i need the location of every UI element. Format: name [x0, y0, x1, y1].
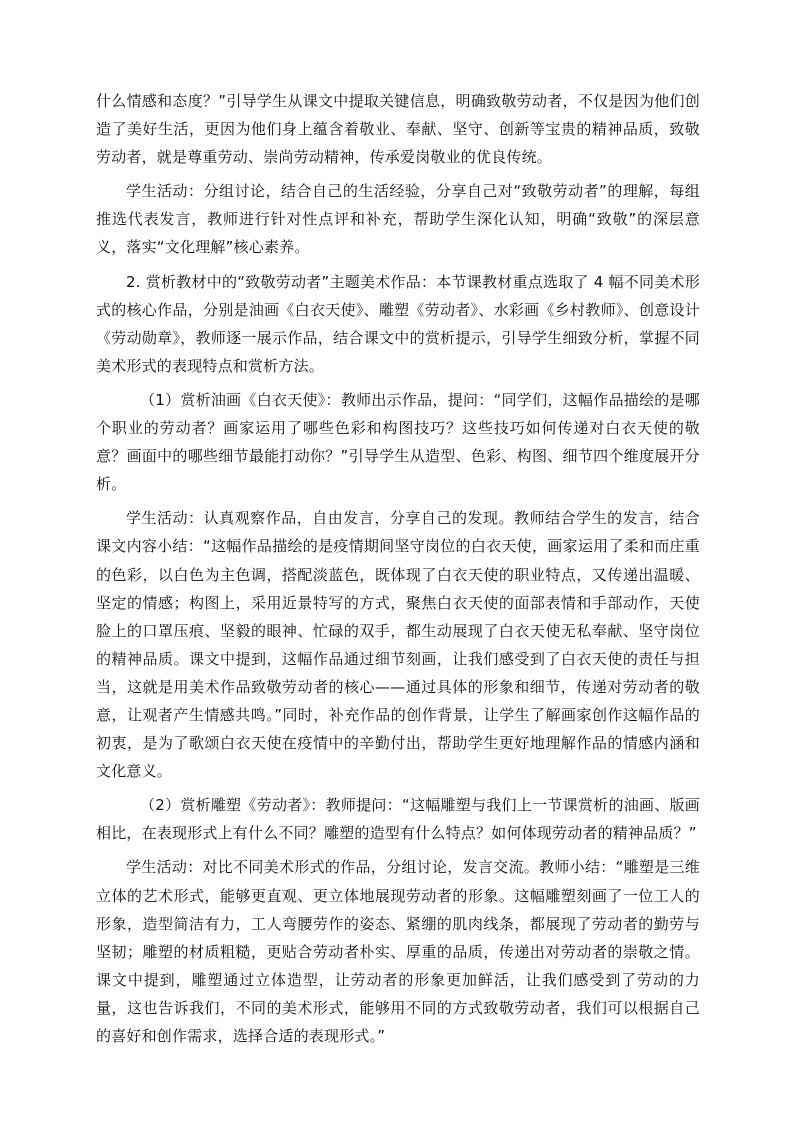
paragraph-2: 学生活动：分组讨论，结合自己的生活经验，分享自己对“致敬劳动者”的理解，每组推选代表发言，教师进行针对性点评和补充，帮助学生深化认知，明确“致敬”的深层意义，落实“文化理解”核心素养。 — [96, 182, 700, 257]
paragraph-1: 什么情感和态度？”引导学生从课文中提取关键信息，明确致敬劳动者，不仅是因为他们创造了美好生活，更因为他们身上蕴含着敬业、奉献、坚守、创新等宝贵的精神品质，致敬劳动者，就是尊重劳动、崇尚劳动精神，传承爱岗敬业的优良传统。 — [96, 92, 700, 167]
paragraph-4: （1）赏析油画《白衣天使》：教师出示作品，提问：“同学们，这幅作品描绘的是哪个职业的劳动者？画家运用了哪些色彩和构图技巧？这些技巧如何传递对白衣天使的敬意？画面中的哪些细节最能打动你？”引导学生从造型、色彩、构图、细节四个维度展开分析。 — [96, 390, 700, 494]
paragraph-3: 2. 赏析教材中的“致敬劳动者”主题美术作品：本节课教材重点选取了 4 幅不同美术形式的核心作品，分别是油画《白衣天使》、雕塑《劳动者》、水彩画《乡村教师》、创意设计《劳动勋章》，教师逐一展示作品，结合课文中的赏析提示，引导学生细致分析，掌握不同美术形式的表现特点和赏析方法。 — [96, 272, 700, 375]
paragraph-6: （2）赏析雕塑《劳动者》：教师提问：“这幅雕塑与我们上一节课赏析的油画、版画相比，在表现形式上有什么不同？雕塑的造型有什么特点？如何体现劳动者的精神品质？” — [96, 796, 700, 843]
paragraph-7: 学生活动：对比不同美术形式的作品，分组讨论，发言交流。教师小结：“雕塑是三维立体的艺术形式，能够更直观、更立体地展现劳动者的形象。这幅雕塑刻画了一位工人的形象，造型简洁有力，工人弯腰劳作的姿态、紧绷的肌肉线条，都展现了劳动者的勤劳与坚韧；雕塑的材质粗糙，更贴合劳动者朴实、厚重的品质，传递出对劳动者的崇敬之情。课文中提到，雕塑通过立体造型，让劳动者的形象更加鲜活，让我们感受到了劳动的力量，这也告诉我们，不同的美术形式，能够用不同的方式致敬劳动者，我们可以根据自己的喜好和创作需求，选择合适的表现形式。” — [96, 858, 700, 1045]
paragraph-5: 学生活动：认真观察作品，自由发言，分享自己的发现。教师结合学生的发言，结合课文内容小结：“这幅作品描绘的是疫情期间坚守岗位的白衣天使，画家运用了柔和而庄重的色彩，以白色为主色调，搭配淡蓝色，既体现了白衣天使的职业特点，又传递出温暖、坚定的情感；构图上，采用近景特写的方式，聚焦白衣天使的面部表情和手部动作，天使脸上的口罩压痕、坚毅的眼神、忙碌的双手，都生动展现了白衣天使无私奉献、坚守岗位的精神品质。课文中提到，这幅作品通过细节刻画，让我们感受到了白衣天使的责任与担当，这就是用美术作品致敬劳动者的核心——通过具体的形象和细节，传递对劳动者的敬意，让观者产生情感共鸣。”同时，补充作品的创作背景，让学生了解画家创作这幅作品的初衷，是为了歌颂白衣天使在疫情中的辛勤付出，帮助学生更好地理解作品的情感内涵和文化意义。 — [96, 509, 700, 781]
document-page — [96, 87, 700, 1056]
